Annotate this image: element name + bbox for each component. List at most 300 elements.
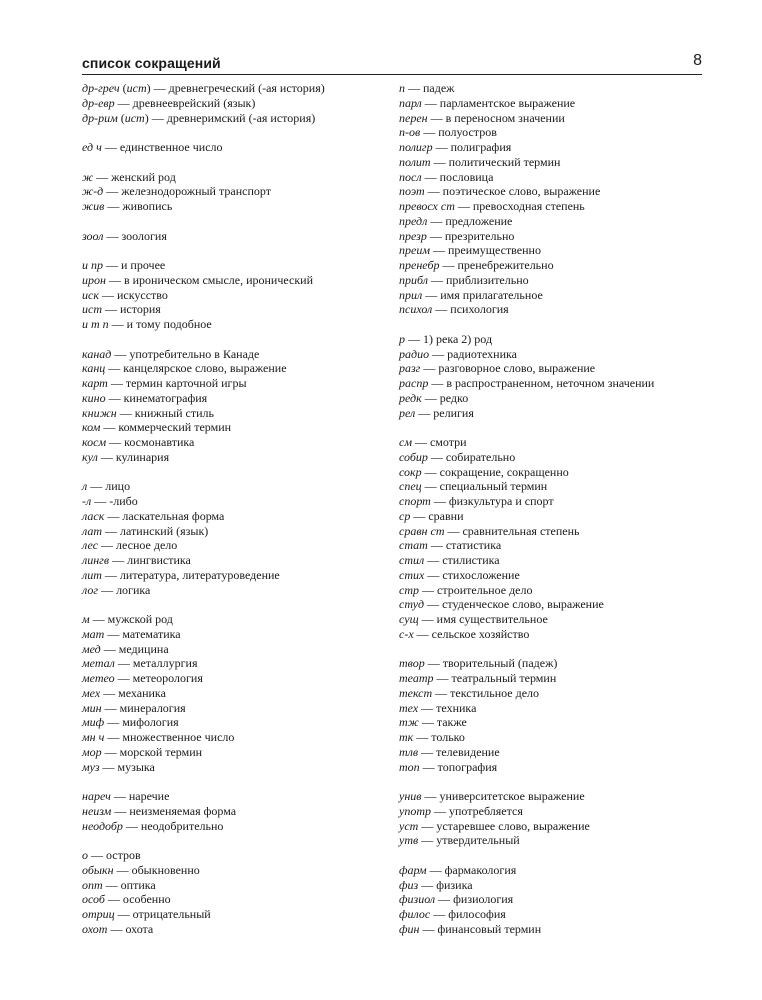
separator-dash: —	[421, 95, 440, 110]
abbreviation: спорт	[399, 494, 431, 508]
abbreviation: употр	[399, 803, 431, 818]
separator-dash: —	[424, 597, 443, 612]
abbreviation-entry	[82, 760, 402, 775]
abbreviation-entry	[399, 288, 699, 303]
separator-dash: —	[148, 110, 167, 125]
abbreviation: поэт	[399, 184, 425, 199]
abbreviation: унив	[399, 789, 422, 803]
abbreviation: топ	[399, 759, 420, 774]
abbreviation-entry	[82, 686, 402, 701]
abbreviation-entry	[399, 730, 699, 745]
abbreviation-note: ист	[126, 81, 147, 95]
abbreviation-entry	[399, 538, 699, 553]
separator-dash: —	[427, 272, 446, 287]
separator-dash: —	[428, 376, 447, 390]
abbreviation: разг	[399, 361, 421, 376]
abbreviation-entry	[82, 553, 402, 568]
abbreviation: мор	[82, 744, 102, 759]
abbreviation: психол	[399, 302, 433, 317]
definition: и тому подобное	[126, 317, 212, 331]
abbreviation-entry	[82, 656, 402, 671]
abbreviation: спец	[399, 479, 422, 494]
separator-dash: —	[435, 892, 454, 907]
definition: финансовый термин	[437, 921, 542, 936]
abbreviation: парл	[399, 95, 422, 110]
definition: политический термин	[448, 154, 561, 169]
separator-dash: —	[419, 921, 438, 936]
definition: физиология	[453, 892, 514, 907]
definition: сравнительная степень	[462, 523, 580, 538]
abbreviation: превосх ст	[399, 199, 455, 213]
separator-dash: —	[427, 110, 446, 125]
abbreviation: ласк	[82, 508, 105, 523]
separator-dash: —	[421, 464, 440, 479]
definition: собирательно	[445, 449, 516, 464]
definition: музыка	[117, 759, 155, 774]
definition: физкультура и спорт	[448, 494, 554, 508]
abbreviation: презр	[399, 228, 427, 243]
definition: специальный термин	[439, 479, 548, 494]
abbreviation-entry	[399, 524, 699, 539]
separator-dash: —	[108, 317, 127, 331]
definition: книжный стиль	[134, 405, 215, 420]
separator-dash: —	[114, 907, 133, 921]
separator-dash: —	[431, 803, 449, 818]
definition: предложение	[445, 213, 513, 228]
separator-dash: —	[114, 95, 133, 110]
abbreviation: распр	[399, 376, 429, 390]
abbreviation-entry	[399, 361, 699, 376]
definition: в ироническом смысле, иронический	[123, 272, 314, 287]
abbreviation-entry	[399, 922, 699, 937]
definition: театральный термин	[451, 671, 557, 685]
definition: особенно	[122, 892, 171, 907]
separator-dash: —	[102, 877, 121, 892]
abbreviation-entry	[82, 229, 402, 244]
page-title: список сокращений	[82, 55, 221, 71]
definition: мифология	[122, 715, 179, 730]
abbreviation-note-open: (	[117, 110, 125, 125]
definition: смотри	[429, 435, 467, 449]
abbreviation: зоол	[82, 228, 104, 243]
abbreviation: обыкн	[82, 862, 114, 877]
definition: падеж	[423, 81, 455, 95]
abbreviation: уст	[399, 818, 419, 833]
abbreviation: м	[82, 612, 90, 626]
separator-dash: —	[102, 302, 120, 317]
abbreviation: утв	[399, 833, 419, 848]
entry-group	[399, 789, 699, 848]
definition: история	[120, 302, 161, 317]
definition: религия	[433, 405, 474, 420]
abbreviation-entry	[82, 391, 402, 406]
definition: остров	[106, 848, 141, 862]
abbreviation: др-евр	[82, 95, 115, 110]
abbreviation-entry	[399, 199, 699, 214]
definition: студенческое слово, выражение	[442, 597, 604, 612]
separator-dash: —	[104, 626, 123, 641]
abbreviation: стат	[399, 538, 428, 553]
abbreviation: тлв	[399, 744, 419, 759]
separator-dash: —	[426, 862, 445, 877]
abbreviation: собир	[399, 449, 428, 464]
definition: редко	[439, 390, 469, 405]
abbreviation: тк	[399, 730, 414, 744]
separator-dash: —	[426, 228, 445, 243]
abbreviation-entry	[82, 730, 402, 745]
definition: 1) река 2) род	[423, 331, 493, 346]
definition: преимущественно	[447, 243, 541, 258]
definition: пословица	[439, 169, 494, 184]
abbreviation-entry	[82, 863, 402, 878]
entry-group	[82, 612, 402, 774]
abbreviation: мн ч	[82, 730, 105, 744]
abbreviation: тж	[399, 715, 419, 730]
abbreviation: др-рим	[82, 110, 118, 125]
definition: минералогия	[119, 700, 186, 715]
abbreviation: прибл	[399, 272, 428, 287]
separator-dash: —	[104, 199, 123, 213]
entry-group	[82, 789, 402, 833]
abbreviation: кино	[82, 390, 106, 405]
separator-dash: —	[89, 612, 108, 626]
abbreviation-entry	[399, 391, 699, 406]
abbreviation: миф	[82, 715, 105, 730]
abbreviation-entry	[82, 524, 402, 539]
abbreviation-entry	[82, 96, 402, 111]
abbreviation: пренебр	[399, 258, 440, 272]
separator-dash: —	[429, 346, 448, 361]
abbreviation: мин	[82, 700, 102, 715]
definition: приблизительно	[445, 272, 529, 287]
abbreviation-entry	[399, 789, 699, 804]
abbreviation: -л	[82, 494, 92, 508]
abbreviation-entry	[399, 214, 699, 229]
separator-dash: —	[432, 140, 451, 154]
abbreviation-entry	[399, 745, 699, 760]
abbreviation: лес	[82, 538, 99, 553]
definition: лицо	[105, 479, 131, 494]
page-number: 8	[693, 52, 702, 69]
abbreviation: посл	[399, 169, 422, 184]
abbreviation: мед	[82, 641, 101, 656]
separator-dash: —	[113, 862, 132, 877]
abbreviation: метал	[82, 656, 115, 671]
separator-dash: —	[421, 479, 440, 494]
entry-group	[82, 81, 402, 125]
definition: логика	[116, 582, 151, 597]
abbreviation-entry	[399, 170, 699, 185]
abbreviation: отриц	[82, 907, 115, 921]
abbreviation: ком	[82, 420, 101, 435]
separator-dash: —	[106, 435, 125, 449]
abbreviation-entry	[82, 361, 402, 376]
definition: университетское выражение	[439, 789, 585, 803]
separator-dash: —	[430, 907, 449, 921]
abbreviation-entry	[82, 907, 402, 922]
abbreviation: стр	[399, 582, 419, 597]
definition: утвердительный	[436, 833, 520, 848]
definition: искусство	[116, 287, 168, 302]
definition: лингвистика	[127, 553, 191, 567]
separator-dash: —	[104, 892, 123, 907]
definition: статистика	[445, 538, 502, 553]
abbreviation: кул	[82, 449, 98, 464]
abbreviation: филос	[399, 907, 431, 921]
definition: устаревшее слово, выражение	[436, 818, 590, 833]
abbreviation-entry	[82, 789, 402, 804]
definition: коммерческий термин	[118, 420, 232, 435]
abbreviation: сущ	[399, 612, 419, 626]
abbreviation-entry	[82, 273, 402, 288]
abbreviation: полигр	[399, 140, 433, 154]
definition: философия	[448, 907, 506, 921]
abbreviation-entry	[399, 583, 699, 598]
abbreviation: физиол	[399, 892, 436, 907]
entry-group	[82, 170, 402, 214]
abbreviation: иск	[82, 287, 99, 302]
abbreviation-entry	[399, 81, 699, 96]
separator-dash: —	[429, 243, 448, 258]
entry-group	[82, 848, 402, 937]
separator-dash: —	[418, 715, 437, 730]
entry-group	[82, 140, 402, 155]
definition: имя прилагательное	[440, 287, 543, 302]
abbreviation: полит	[399, 154, 431, 169]
definition: космонавтика	[124, 435, 195, 449]
abbreviation: студ	[399, 597, 425, 612]
abbreviation-entry	[399, 140, 699, 155]
abbreviation: перен	[399, 110, 428, 125]
abbreviation-entry	[399, 435, 699, 450]
abbreviation-entry	[82, 671, 402, 686]
abbreviation-entry	[399, 833, 699, 848]
separator-dash: —	[427, 538, 446, 553]
abbreviation: р	[399, 331, 405, 346]
abbreviation: канц	[82, 361, 106, 376]
separator-dash: —	[411, 435, 430, 449]
separator-dash: —	[418, 877, 437, 892]
abbreviation-entry	[399, 701, 699, 716]
entry-group	[82, 479, 402, 597]
abbreviation: нареч	[82, 789, 111, 803]
definition: радиотехника	[447, 346, 518, 361]
abbreviation-entry	[399, 302, 699, 317]
definition: кинематография	[123, 390, 208, 405]
abbreviation: книжн	[82, 405, 117, 420]
separator-dash: —	[427, 449, 446, 464]
abbreviation-entry	[82, 819, 402, 834]
separator-dash: —	[111, 803, 130, 818]
definition: женский род	[111, 169, 176, 184]
separator-dash: —	[122, 818, 141, 833]
definition: физика	[436, 877, 473, 892]
abbreviation: мех	[82, 685, 101, 700]
abbreviation-entry	[82, 420, 402, 435]
abbreviation-note-close: )	[144, 110, 149, 125]
abbreviation-entry	[82, 568, 402, 583]
abbreviation-entry	[399, 332, 699, 347]
definition: пренебрежительно	[457, 258, 554, 272]
definition: сравни	[428, 508, 464, 523]
abbreviation: карт	[82, 376, 108, 390]
definition: также	[436, 715, 467, 730]
separator-dash: —	[101, 700, 120, 715]
definition: наречие	[128, 789, 170, 803]
abbreviation: театр	[399, 671, 434, 685]
separator-dash: —	[415, 405, 434, 420]
abbreviation: ист	[82, 302, 102, 317]
definition: ласкательная форма	[122, 508, 225, 523]
abbreviation-entry	[399, 406, 699, 421]
abbreviation-entry	[399, 612, 699, 627]
definition: стилистика	[442, 553, 500, 567]
abbreviation-entry	[82, 435, 402, 450]
abbreviation: стил	[399, 553, 425, 567]
definition: употребительно в Канаде	[129, 346, 260, 361]
definition: психология	[450, 302, 509, 317]
abbreviation-entry	[399, 760, 699, 775]
abbreviation: и пр	[82, 258, 103, 272]
abbreviation: тех	[399, 700, 419, 715]
abbreviation-entry	[399, 347, 699, 362]
separator-dash: —	[98, 538, 117, 553]
abbreviation-entry	[82, 302, 402, 317]
separator-dash: —	[413, 626, 432, 641]
abbreviation-entry	[399, 243, 699, 258]
entry-group	[82, 347, 402, 465]
definition: телевидение	[436, 744, 500, 759]
separator-dash: —	[107, 921, 126, 936]
abbreviation: ед ч	[82, 140, 102, 154]
definition: отрицательный	[132, 907, 211, 921]
abbreviation: л	[82, 479, 88, 494]
abbreviation: неизм	[82, 803, 112, 818]
definition: зоология	[121, 228, 167, 243]
abbreviation-entry	[82, 258, 402, 273]
abbreviation-entry	[82, 804, 402, 819]
abbreviation: предл	[399, 213, 428, 228]
abbreviation: стих	[399, 567, 425, 582]
abbreviation: с-х	[399, 626, 414, 641]
separator-dash: —	[107, 376, 126, 390]
definition: -либо	[109, 494, 138, 508]
abbreviation-entry	[399, 509, 699, 524]
abbreviation: муз	[82, 759, 100, 774]
definition: оптика	[120, 877, 156, 892]
definition: литература, литературоведение	[119, 567, 280, 582]
abbreviation: особ	[82, 892, 105, 907]
separator-dash: —	[104, 730, 123, 744]
separator-dash: —	[114, 656, 133, 671]
abbreviation: рел	[399, 405, 416, 420]
abbreviation-entry	[82, 288, 402, 303]
abbreviation: см	[399, 435, 412, 449]
separator-dash: —	[418, 744, 437, 759]
separator-dash: —	[421, 169, 440, 184]
separator-dash: —	[422, 287, 441, 302]
separator-dash: —	[98, 582, 117, 597]
separator-dash: —	[93, 169, 112, 184]
abbreviation-entry	[82, 111, 402, 126]
definition: древнеримский (-ая история)	[166, 110, 316, 125]
abbreviation-entry	[399, 819, 699, 834]
separator-dash: —	[100, 641, 119, 656]
abbreviation-entry	[82, 81, 402, 96]
definition: превосходная степень	[472, 199, 585, 213]
definition: полиграфия	[450, 140, 512, 154]
definition: техника	[436, 700, 477, 715]
separator-dash: —	[102, 523, 121, 538]
definition: неизменяемая форма	[129, 803, 237, 818]
abbreviation-entry	[399, 878, 699, 893]
abbreviation-entry	[399, 258, 699, 273]
abbreviation: жив	[82, 199, 105, 213]
definition: творительный (падеж)	[442, 656, 558, 671]
abbreviation-entry	[82, 199, 402, 214]
abbreviation: охот	[82, 921, 108, 936]
entry-group	[82, 229, 402, 244]
definition: термин карточной игры	[125, 376, 247, 390]
abbreviation: физ	[399, 877, 419, 892]
abbreviation-entry	[82, 848, 402, 863]
abbreviation-entry	[82, 347, 402, 362]
definition: обыкновенно	[131, 862, 200, 877]
abbreviation-entry	[82, 479, 402, 494]
abbreviation-entry	[399, 125, 699, 140]
separator-dash: —	[413, 730, 432, 744]
definition: мужской род	[107, 612, 173, 626]
separator-dash: —	[97, 449, 116, 464]
definition: множественное число	[122, 730, 235, 744]
abbreviation-entry	[82, 170, 402, 185]
definition: лесное дело	[116, 538, 178, 553]
abbreviation-entry	[399, 892, 699, 907]
abbreviation-entry	[399, 229, 699, 244]
definition: латинский (язык)	[120, 523, 209, 538]
abbreviation: фарм	[399, 862, 427, 877]
definition: кулинария	[115, 449, 170, 464]
separator-dash: —	[101, 140, 120, 154]
abbreviation-entry	[82, 627, 402, 642]
abbreviation: п-ов	[399, 125, 421, 140]
separator-dash: —	[439, 258, 458, 272]
abbreviation-entry	[82, 538, 402, 553]
definition: употребляется	[449, 803, 523, 818]
separator-dash: —	[100, 685, 119, 700]
abbreviation-entry	[82, 922, 402, 937]
separator-dash: —	[109, 553, 128, 567]
definition: в распространенном, неточном значении	[446, 376, 655, 390]
definition: неодобрительно	[140, 818, 224, 833]
separator-dash: —	[87, 479, 106, 494]
header-divider	[82, 74, 702, 75]
separator-dash: —	[419, 582, 437, 597]
separator-dash: —	[405, 81, 423, 95]
separator-dash: —	[111, 346, 130, 361]
abbreviation-note-open: (	[119, 81, 127, 95]
definition: канцелярское слово, выражение	[123, 361, 287, 376]
abbreviation: радио	[399, 346, 430, 361]
definition: математика	[122, 626, 181, 641]
abbreviation-note-close: )	[146, 81, 151, 95]
abbreviation-entry	[82, 892, 402, 907]
abbreviation-entry	[82, 612, 402, 627]
abbreviation-entry	[82, 745, 402, 760]
separator-dash: —	[420, 361, 439, 376]
abbreviation-entry	[399, 863, 699, 878]
separator-dash: —	[114, 671, 133, 685]
